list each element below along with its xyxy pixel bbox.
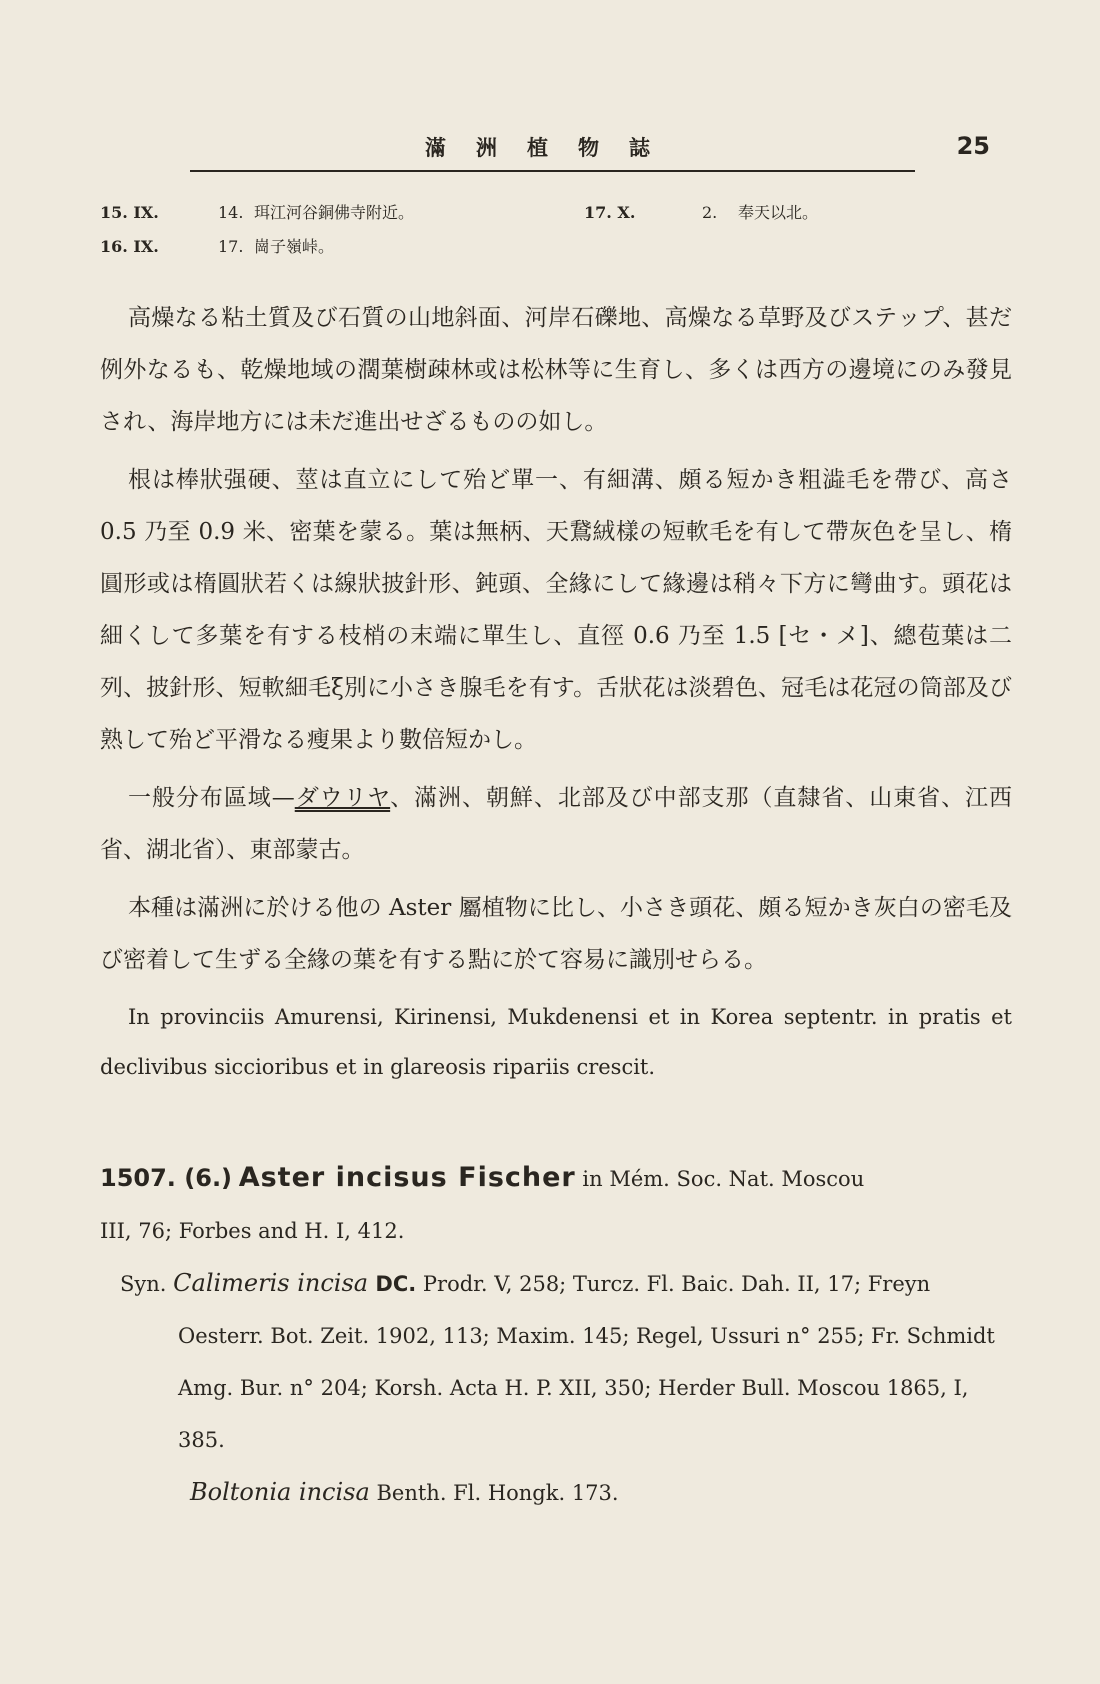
record-date: 17. X. (584, 203, 636, 222)
latin-paragraph: In provinciis Amurensi, Kirinensi, Mukdenensi et in Korea septentr. in pratis et declivibus siccioribus et in glareosis ripariis crescit. (100, 1005, 1012, 1079)
species-citation (100, 1205, 1012, 1257)
citation-a: in Mém. Soc. Nat. Moscou (575, 1167, 865, 1191)
synonym2-text: Benth. Fl. Hongk. 173. (369, 1481, 619, 1505)
record-locality: 奉天以北。 (738, 203, 819, 222)
record-locality: 崗子嶺峠。 (254, 237, 335, 256)
species-number: 1507. (6.) (100, 1164, 233, 1192)
habitat-paragraph: 高燥なる粘土質及び石質の山地斜面、河岸石礫地、高燥なる草野及びステップ、甚だ例外なるも、乾燥地域の濶葉樹疎林或は松林等に生育し、多くは西方の邊境にのみ發見され、海岸地方には未だ進出せざるものの如し。 (100, 305, 1012, 435)
species-name: Aster incisus Fischer (238, 1162, 576, 1193)
synonym-name: Calimeris incisa (173, 1269, 369, 1297)
record-locality: 珥江河谷銅佛寺附近。 (254, 203, 415, 222)
synonym-label: Syn. (120, 1272, 174, 1296)
citation-b: III, 76; (100, 1219, 179, 1243)
synonym-entry (120, 1257, 1012, 1466)
synonym-author: DC. (368, 1272, 417, 1296)
synonym-text: Prodr. V, 258; Turcz. Fl. Baic. Dah. II, 17; Freyn Oesterr. Bot. Zeit. 1902, 113; Maxim. 145; Regel, Ussuri n° 255; Fr. Schmidt Amg. Bur. n° 204; Korsh. Acta H. P. XII, 350; Herder Bull. Moscou 1865, I, 385. (178, 1272, 995, 1452)
distribution-rest: 、滿洲、朝鮮、北部及び中部支那（直隸省、山東省、江西省、湖北省）、東部蒙古。 (100, 785, 1013, 863)
specimen-records (100, 196, 1068, 264)
synonym-entry-2 (190, 1466, 1012, 1519)
page-number: 25 (956, 132, 990, 160)
description-paragraph: 根は棒狀强硬、莖は直立にして殆ど單一、有細溝、頗る短かき粗澁毛を帶び、高さ 0.5 乃至 0.9 米、密葉を蒙る。葉は無柄、天鵞絨樣の短軟毛を有して帶灰色を呈し、楕圓形或は楕圓狀若くは線狀披針形、鈍頭、全緣にして緣邊は稍々下方に彎曲す。頭花は細くして多葉を有する枝梢の末端に單生し、直徑 0.6 乃至 1.5 [セ・メ]、總苞葉は二列、披針形、短軟細毛ξ別に小さき腺毛を有す。舌狀花は淡碧色、冠毛は花冠の筒部及び熟して殆ど平滑なる瘦果より數倍短かし。 (100, 467, 1012, 753)
species-entry (100, 1152, 1012, 1519)
record-number: 14. (218, 203, 244, 222)
distribution-prefix: 一般分布區域— (128, 785, 295, 811)
comparison-paragraph: 本種は滿洲に於ける他の Aster 屬植物に比し、小さき頭花、頗る短かき灰白の密毛及び密着して生ずる全緣の葉を有する點に於て容易に識別せらる。 (100, 895, 1012, 973)
record-number: 17. (218, 237, 244, 256)
body-text (100, 292, 1012, 1092)
record-date: 16. IX. (100, 237, 159, 256)
citation-d: I, 412. (329, 1219, 405, 1243)
running-title: 滿洲植物誌 (425, 135, 680, 160)
species-heading (100, 1152, 1012, 1205)
header-rule (190, 170, 915, 172)
record-number: 2. (702, 203, 718, 222)
record-row (100, 230, 1068, 264)
record-row (100, 196, 1068, 230)
distribution-paragraph (100, 772, 1012, 876)
citation-c: Forbes and H. (178, 1219, 330, 1243)
distribution-region: ダウリヤ (294, 785, 391, 811)
record-date: 15. IX. (100, 203, 159, 222)
synonym2-name: Boltonia incisa (190, 1478, 370, 1506)
